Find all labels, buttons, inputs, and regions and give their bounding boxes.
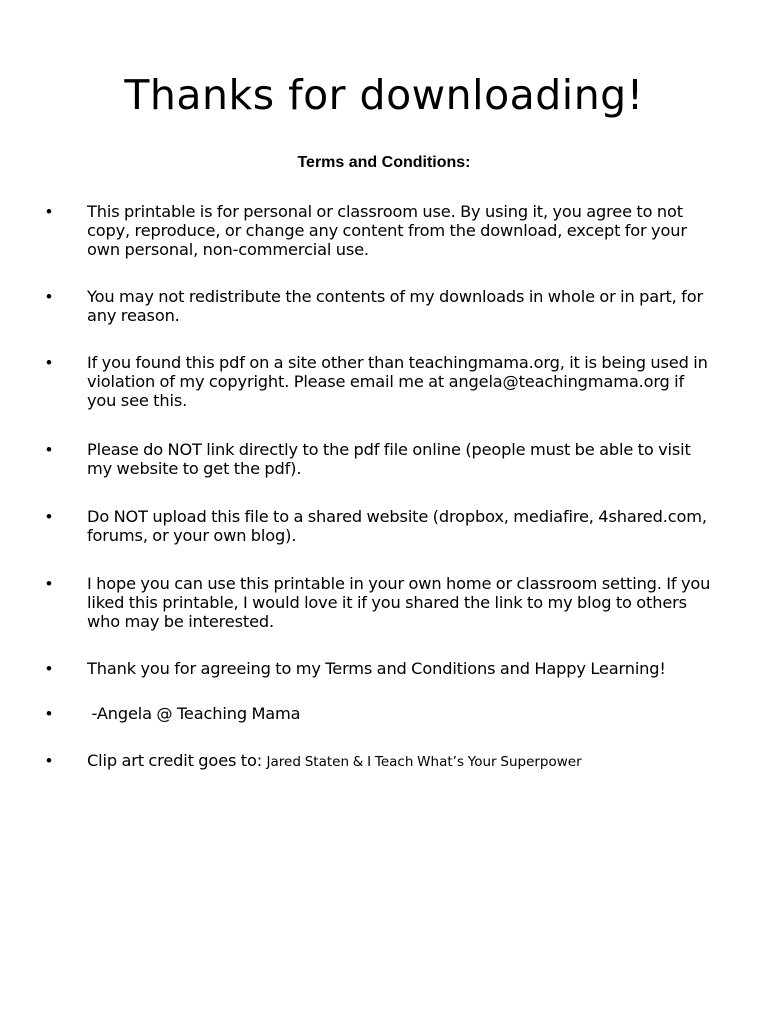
credit-names: Jared Staten & I Teach What’s Your Superpower <box>266 754 582 770</box>
terms-heading: Terms and Conditions: <box>297 154 471 171</box>
bullet: • <box>46 704 52 723</box>
term-text: Please do NOT link directly to the pdf file online (people must be able to visit my website to get the pdf). <box>87 440 691 479</box>
term-text: This printable is for personal or classroom use. By using it, you agree to not copy, reproduce, or change any content from the download, except for your own personal, non-commercial use. <box>87 202 687 260</box>
term-text: If you found this pdf on a site other than teachingmama.org, it is being used in violation of my copyright. Please email me at angela@teachingmama.org if you see this. <box>87 353 708 411</box>
term-text: Do NOT upload this file to a shared website (dropbox, mediafire, 4shared.com, forums, or your own blog). <box>87 507 707 546</box>
bullet: • <box>46 659 52 678</box>
page-title: Thanks for downloading! <box>124 71 644 119</box>
bullet: • <box>46 202 52 221</box>
credit-label: Clip art credit goes to: <box>87 751 267 770</box>
bullet: • <box>46 574 52 593</box>
bullet: • <box>46 440 52 459</box>
term-text: You may not redistribute the contents of my downloads in whole or in part, for any reason. <box>87 287 703 326</box>
term-text: Thank you for agreeing to my Terms and Conditions and Happy Learning! <box>87 659 666 678</box>
credit-line <box>87 751 715 772</box>
bullet: • <box>46 353 52 372</box>
bullet: • <box>46 287 52 306</box>
bullet: • <box>46 751 52 770</box>
term-text: -Angela @ Teaching Mama <box>87 704 301 723</box>
bullet: • <box>46 507 52 526</box>
term-text: I hope you can use this printable in your own home or classroom setting. If you liked this printable, I would love it if you shared the link to my blog to others who may be interested. <box>87 574 711 632</box>
